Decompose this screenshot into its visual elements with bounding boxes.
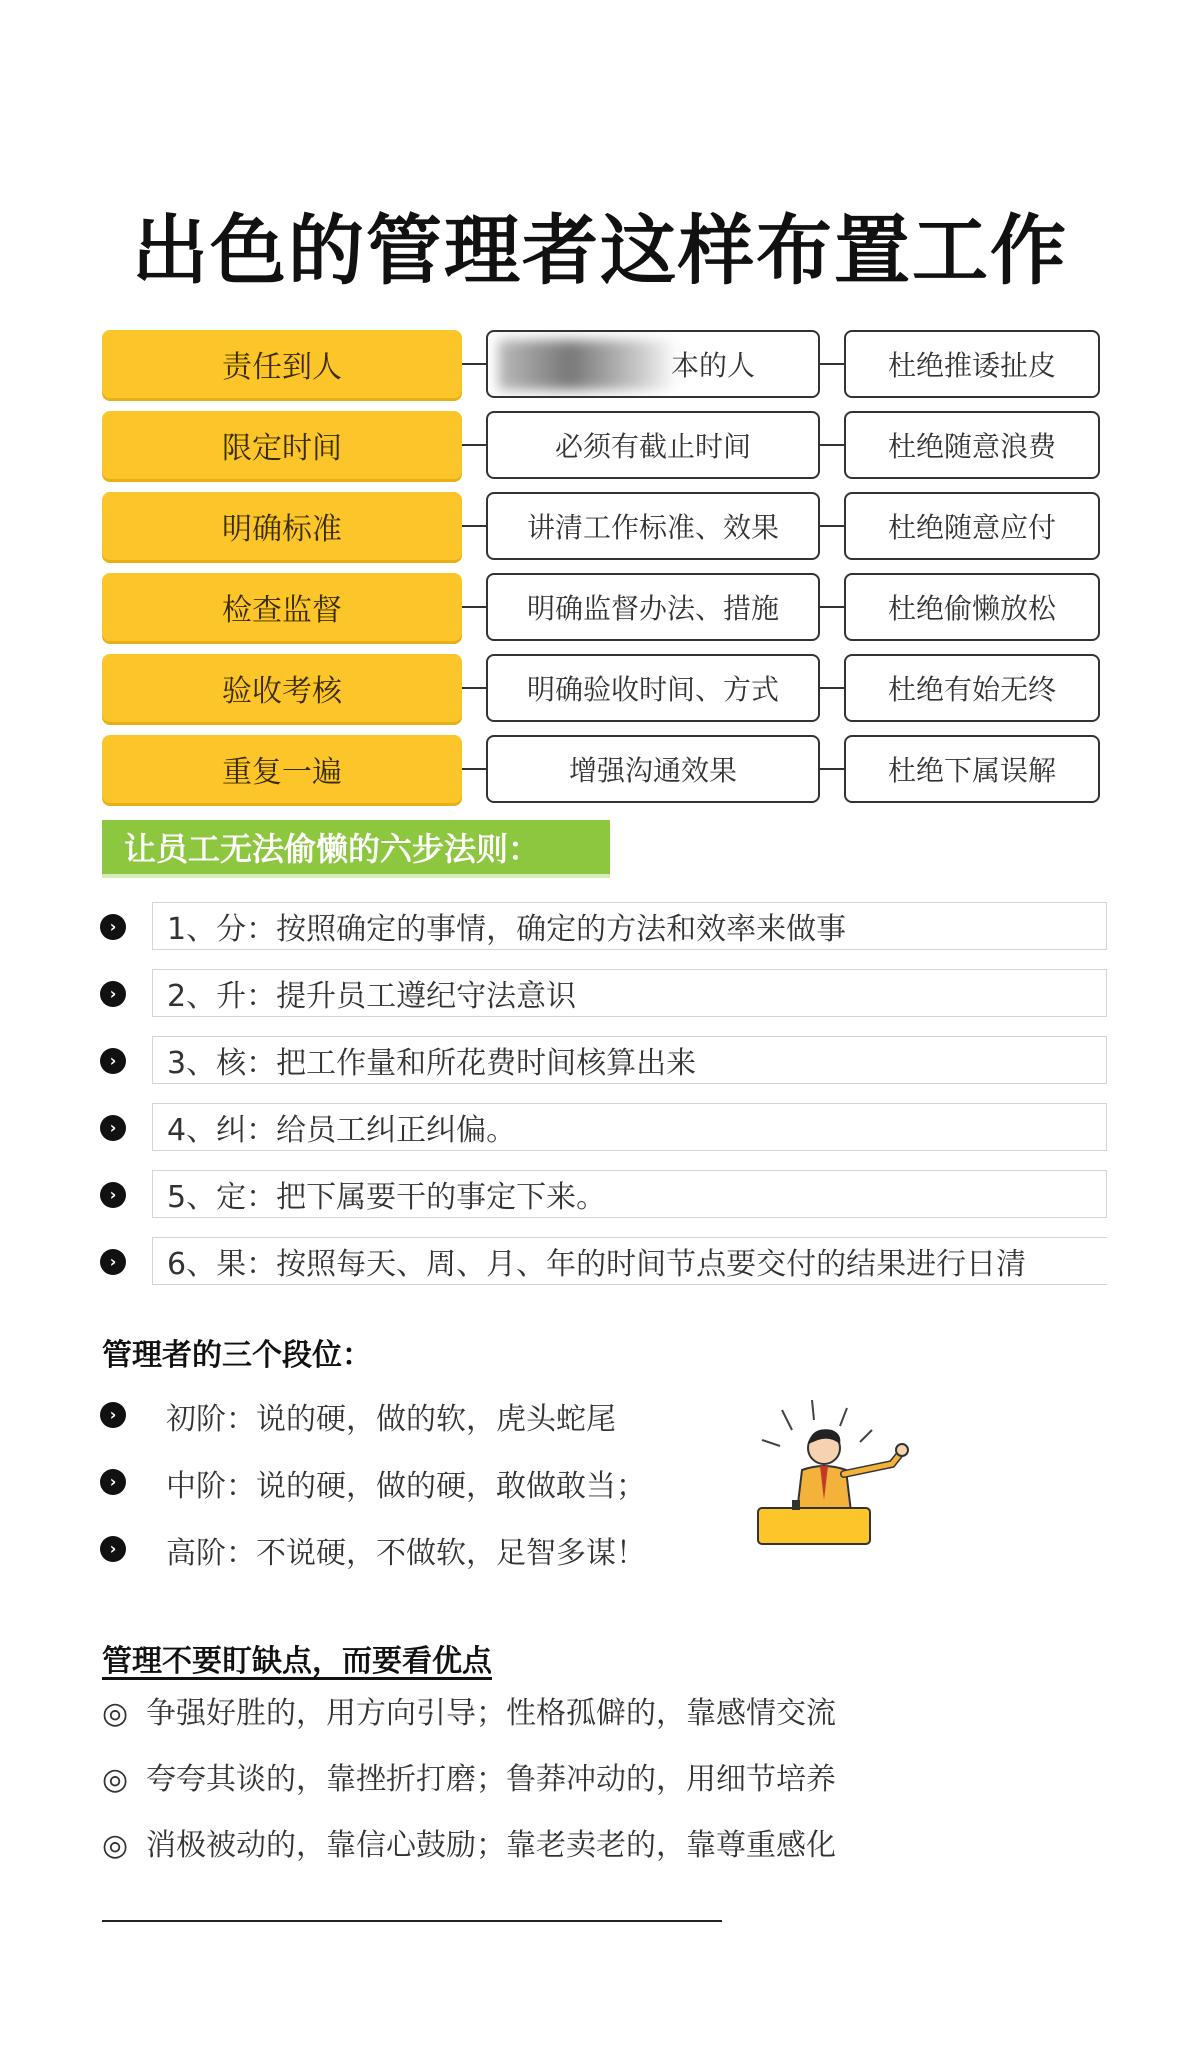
list-item [102, 1688, 1002, 1738]
rule-description: 讲清工作标准、效果 [486, 492, 820, 560]
connector-line [820, 444, 844, 446]
list-item [100, 1390, 740, 1440]
page-title: 出色的管理者这样布置工作 [132, 206, 1068, 295]
list-item [100, 1457, 740, 1507]
connector-line [462, 363, 486, 365]
section-banner: 让员工无法偷懒的六步法则： [102, 820, 610, 878]
step-text: 4、纠：给员工纠正纠偏。 [152, 1103, 1107, 1151]
step-text: 2、升：提升员工遵纪守法意识 [152, 969, 1107, 1017]
chevron-right-circle-icon: › [100, 1249, 126, 1275]
list-item [100, 1170, 1110, 1220]
rule-result: 杜绝随意应付 [844, 492, 1100, 560]
rule-description: 必须有截止时间 [486, 411, 820, 479]
divider [102, 1920, 722, 1922]
connector-line [462, 525, 486, 527]
levels-heading: 管理者的三个段位： [102, 1338, 372, 1373]
rule-row [102, 654, 1112, 722]
tip-text: 夸夸其谈的，靠挫折打磨；鲁莽冲动的，用细节培养 [146, 1762, 836, 1797]
tips-list [102, 1688, 1002, 1886]
rule-result: 杜绝下属误解 [844, 735, 1100, 803]
list-item [100, 902, 1110, 952]
rule-key: 检查监督 [102, 573, 462, 641]
rule-description [486, 330, 820, 398]
level-text: 初阶：说的硬，做的软，虎头蛇尾 [166, 1402, 616, 1437]
chevron-right-circle-icon: › [100, 1182, 126, 1208]
rule-row [102, 735, 1112, 803]
chevron-right-circle-icon: › [100, 1402, 126, 1428]
rule-description: 增强沟通效果 [486, 735, 820, 803]
chevron-right-circle-icon: › [100, 981, 126, 1007]
chevron-right-circle-icon: › [100, 1469, 126, 1495]
rule-description: 明确监督办法、措施 [486, 573, 820, 641]
rule-result: 杜绝偷懒放松 [844, 573, 1100, 641]
list-item [100, 1036, 1110, 1086]
double-circle-icon: ◎ [102, 1762, 129, 1797]
rules-table [102, 330, 1112, 816]
list-item [100, 969, 1110, 1019]
chevron-right-circle-icon: › [100, 1048, 126, 1074]
rule-row [102, 411, 1112, 479]
list-item [100, 1103, 1110, 1153]
rule-description-text: 本的人 [670, 349, 755, 382]
step-text: 5、定：把下属要干的事定下来。 [152, 1170, 1107, 1218]
steps-list [100, 902, 1110, 1304]
list-item [100, 1524, 740, 1574]
connector-line [462, 687, 486, 689]
connector-line [820, 363, 844, 365]
rule-row [102, 330, 1112, 398]
connector-line [820, 606, 844, 608]
rule-key: 明确标准 [102, 492, 462, 560]
rule-key: 重复一遍 [102, 735, 462, 803]
rule-key: 验收考核 [102, 654, 462, 722]
chevron-right-circle-icon: › [100, 1536, 126, 1562]
double-circle-icon: ◎ [102, 1696, 129, 1731]
level-text: 中阶：说的硬，做的硬，敢做敢当； [166, 1469, 646, 1504]
rule-key: 限定时间 [102, 411, 462, 479]
tips-heading: 管理不要盯缺点，而要看优点 [102, 1644, 492, 1679]
rule-key: 责任到人 [102, 330, 462, 398]
redacted-blur [498, 340, 678, 390]
speaker-illustration [752, 1400, 952, 1560]
step-text: 6、果：按照每天、周、月、年的时间节点要交付的结果进行日清 [152, 1237, 1107, 1285]
connector-line [462, 606, 486, 608]
connector-line [820, 687, 844, 689]
rule-row [102, 573, 1112, 641]
connector-line [462, 768, 486, 770]
tip-text: 争强好胜的，用方向引导；性格孤僻的，靠感情交流 [146, 1696, 836, 1731]
level-text: 高阶：不说硬，不做软，足智多谋！ [166, 1536, 646, 1571]
list-item [102, 1820, 1002, 1870]
rule-description: 明确验收时间、方式 [486, 654, 820, 722]
step-text: 3、核：把工作量和所花费时间核算出来 [152, 1036, 1107, 1084]
rule-result: 杜绝有始无终 [844, 654, 1100, 722]
chevron-right-circle-icon: › [100, 914, 126, 940]
rule-row [102, 492, 1112, 560]
rule-result: 杜绝随意浪费 [844, 411, 1100, 479]
tip-text: 消极被动的，靠信心鼓励；靠老卖老的，靠尊重感化 [146, 1828, 836, 1863]
rule-result: 杜绝推诿扯皮 [844, 330, 1100, 398]
double-circle-icon: ◎ [102, 1828, 129, 1863]
connector-line [820, 768, 844, 770]
list-item [100, 1237, 1110, 1287]
step-text: 1、分：按照确定的事情，确定的方法和效率来做事 [152, 902, 1107, 950]
levels-list [100, 1390, 740, 1591]
connector-line [462, 444, 486, 446]
chevron-right-circle-icon: › [100, 1115, 126, 1141]
connector-line [820, 525, 844, 527]
list-item [102, 1754, 1002, 1804]
